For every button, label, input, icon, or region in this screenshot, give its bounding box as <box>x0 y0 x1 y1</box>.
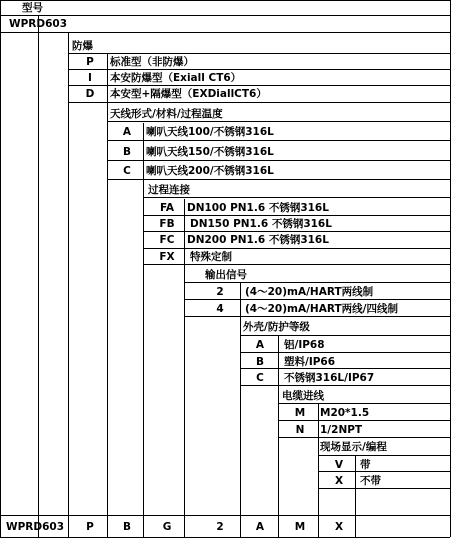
grid-line <box>278 403 450 404</box>
option-desc: DN200 PN1.6 不锈钢316L <box>187 234 329 246</box>
group-title-housing: 外壳/防护等级 <box>243 321 310 333</box>
grid-line <box>0 537 450 538</box>
group-title-local-display: 现场显示/编程 <box>320 441 387 453</box>
grid-line <box>68 85 450 86</box>
option-desc: M20*1.5 <box>320 407 370 419</box>
grid-line <box>107 179 450 180</box>
grid-line <box>240 283 241 537</box>
option-desc: 喇叭天线200/不锈钢316L <box>146 165 274 177</box>
grid-line <box>143 123 144 537</box>
option-code: D <box>85 88 95 100</box>
grid-line <box>278 437 450 438</box>
option-code: I <box>88 72 92 84</box>
option-desc: 不带 <box>360 475 381 487</box>
group-title-cable-entry: 电缆进线 <box>282 390 324 402</box>
option-desc: 1/2NPT <box>320 424 363 436</box>
option-code: 2 <box>216 286 224 298</box>
base-model-code: WPRD603 <box>9 18 67 30</box>
grid-line <box>0 515 450 516</box>
option-code: FX <box>159 251 175 263</box>
option-desc: 铝/IP68 <box>284 339 325 351</box>
grid-line <box>107 160 450 161</box>
group-title-process-connection: 过程连接 <box>148 184 190 196</box>
grid-line <box>184 299 450 300</box>
grid-line <box>450 0 451 537</box>
option-desc: 带 <box>360 459 371 471</box>
option-code: B <box>122 146 131 158</box>
grid-line <box>68 53 450 54</box>
option-code: V <box>334 459 344 471</box>
grid-line <box>107 140 450 141</box>
example-code: P <box>86 521 94 533</box>
option-desc: 特殊定制 <box>190 251 232 263</box>
grid-line <box>143 248 450 249</box>
grid-line <box>240 335 450 336</box>
example-code: A <box>255 521 265 533</box>
option-code: M <box>294 407 306 419</box>
grid-line <box>0 15 450 16</box>
grid-line <box>143 264 450 265</box>
grid-line <box>0 0 450 1</box>
example-model: WPRD603 <box>6 521 64 533</box>
option-code: B <box>255 356 264 368</box>
option-code: FA <box>159 202 175 214</box>
option-desc: 喇叭天线100/不锈钢316L <box>146 126 274 138</box>
option-desc: DN100 PN1.6 不锈钢316L <box>187 202 329 214</box>
option-desc: 本安型+隔爆型（EXDiallCT6） <box>110 88 267 100</box>
option-code: A <box>122 126 132 138</box>
option-desc: 喇叭天线150/不锈钢316L <box>146 146 274 158</box>
grid-line <box>355 456 356 537</box>
grid-line <box>0 0 1 537</box>
example-code: B <box>122 521 131 533</box>
group-title-explosion-proof: 防爆 <box>72 40 93 52</box>
grid-line <box>318 488 450 489</box>
grid-line <box>143 215 450 216</box>
option-desc: 不锈钢316L/IP67 <box>284 372 375 384</box>
grid-line <box>318 455 450 456</box>
example-code: G <box>162 521 172 533</box>
grid-line <box>107 121 450 122</box>
grid-line <box>184 316 450 317</box>
option-desc: 塑料/IP66 <box>284 356 336 368</box>
group-title-output-signal: 输出信号 <box>205 269 247 281</box>
example-code: 2 <box>216 521 224 533</box>
group-title-antenna: 天线形式/材料/过程温度 <box>110 108 223 120</box>
grid-line <box>107 53 108 537</box>
table-title: 型号 <box>22 2 43 14</box>
option-desc: (4～20)mA/HART两线制 <box>245 286 374 298</box>
option-code: X <box>334 475 344 487</box>
option-code: C <box>256 372 264 384</box>
option-code: C <box>123 165 131 177</box>
option-code: A <box>255 339 265 351</box>
grid-line <box>184 282 450 283</box>
grid-line <box>143 231 450 232</box>
option-code: N <box>295 424 305 436</box>
grid-line <box>68 69 450 70</box>
grid-line <box>184 199 185 537</box>
option-code: P <box>86 56 94 68</box>
option-desc: 标准型（非防爆） <box>110 56 194 68</box>
option-desc: DN150 PN1.6 不锈钢316L <box>190 218 332 230</box>
option-code: FC <box>159 234 175 246</box>
grid-line <box>240 352 450 353</box>
grid-line <box>278 420 450 421</box>
option-desc: 本安防爆型（Exiall CT6） <box>110 72 242 84</box>
grid-line <box>38 15 39 537</box>
example-code: X <box>334 521 344 533</box>
grid-line <box>143 197 450 198</box>
option-desc: (4～20)mA/HART两线/四线制 <box>245 303 398 315</box>
option-code: 4 <box>216 303 224 315</box>
option-code: FB <box>159 218 175 230</box>
grid-line <box>68 32 69 537</box>
grid-line <box>240 385 450 386</box>
example-code: M <box>294 521 306 533</box>
grid-line <box>68 102 450 103</box>
